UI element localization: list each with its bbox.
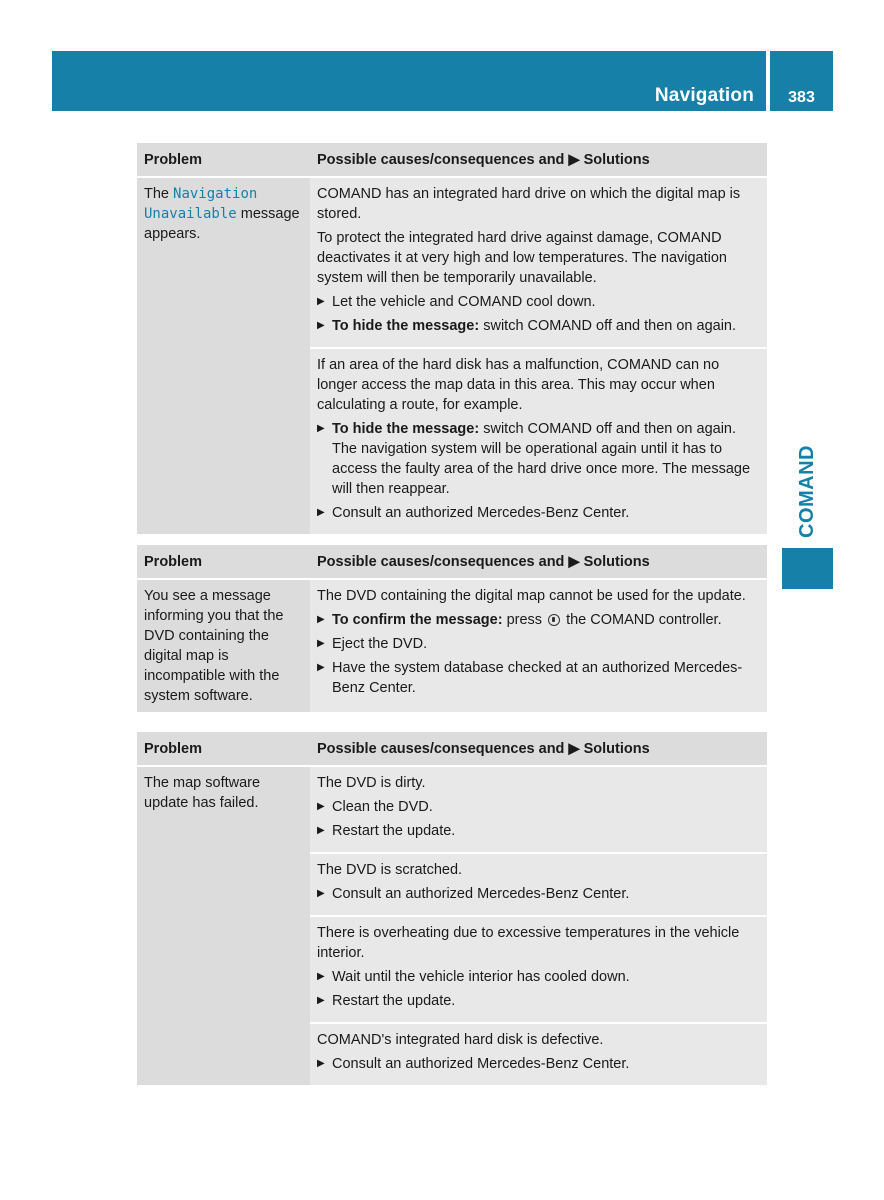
solution-step	[317, 821, 760, 841]
arrow-bullet-icon: ▶	[317, 995, 325, 1006]
solution-block	[310, 178, 767, 349]
problem-text: The	[144, 186, 174, 202]
solutions-cell	[310, 178, 767, 534]
solution-step	[317, 316, 760, 336]
cause-text: The DVD is scratched.	[317, 862, 463, 878]
column-header-problem: Problem	[144, 554, 203, 570]
arrow-bullet-icon: ▶	[317, 801, 325, 812]
side-tab-marker	[782, 548, 833, 589]
step-text: Wait until the vehicle interior has cooled down.	[332, 969, 630, 985]
table-header	[137, 545, 767, 580]
side-tab-label	[782, 436, 833, 546]
solution-step	[317, 634, 760, 654]
problem-cell	[137, 178, 310, 534]
column-header-solutions: Possible causes/consequences and ▶ Solutions	[317, 741, 650, 757]
column-header-problem: Problem	[144, 152, 203, 168]
table-header	[137, 732, 767, 767]
column-header-solutions: Possible causes/consequences and ▶ Solutions	[317, 554, 650, 570]
page-number: 383	[788, 89, 815, 106]
arrow-bullet-icon: ▶	[317, 825, 325, 836]
problem-cell: The map software update has failed.	[137, 767, 310, 1085]
step-text: Consult an authorized Mercedes-Benz Center.	[332, 1056, 630, 1072]
step-text: Consult an authorized Mercedes-Benz Center.	[332, 505, 630, 521]
solution-block	[310, 1024, 767, 1085]
section-title: Navigation	[654, 85, 754, 106]
solution-block	[310, 349, 767, 534]
step-text: Have the system database checked at an authorized Mercedes-Benz Center.	[332, 660, 743, 696]
problem-table-2	[137, 545, 767, 712]
solution-step	[317, 503, 760, 523]
step-text: Restart the update.	[332, 993, 456, 1009]
arrow-bullet-icon: ▶	[317, 662, 325, 673]
problem-text: message appears.	[144, 206, 300, 242]
solution-step	[317, 967, 760, 987]
solution-step	[317, 419, 760, 499]
arrow-bullet-icon: ▶	[317, 320, 325, 331]
solution-step	[317, 1054, 760, 1074]
solution-step	[317, 991, 760, 1011]
arrow-bullet-icon: ▶	[317, 507, 325, 518]
problem-table-3	[137, 732, 767, 1085]
step-text: Consult an authorized Mercedes-Benz Center.	[332, 886, 630, 902]
arrow-bullet-icon: ▶	[317, 1058, 325, 1069]
step-text: Clean the DVD.	[332, 799, 433, 815]
arrow-bullet-icon: ▶	[317, 971, 325, 982]
cause-text: COMAND has an integrated hard drive on which the digital map is stored.	[317, 186, 741, 222]
solution-step	[317, 292, 760, 312]
step-text: Eject the DVD.	[332, 636, 428, 652]
solution-block	[310, 854, 767, 917]
arrow-bullet-icon: ▶	[317, 638, 325, 649]
cause-text: If an area of the hard disk has a malfunction, COMAND can no longer access the map data in this area. This may occur when calculating a route, for example.	[317, 357, 720, 413]
step-text: the COMAND controller.	[562, 612, 722, 628]
solutions-cell	[310, 767, 767, 1085]
step-heading: To hide the message:	[332, 421, 480, 437]
solution-step	[317, 658, 760, 698]
step-text: switch COMAND off and then on again. The navigation system will be operational again until it has to access the faulty area of the hard drive once more. The message will then reappear.	[332, 421, 751, 497]
solutions-cell	[310, 580, 767, 712]
display-message: Navigation Unavailable	[144, 186, 258, 222]
solution-block	[310, 917, 767, 1024]
arrow-bullet-icon: ▶	[317, 296, 325, 307]
column-header-problem: Problem	[144, 741, 203, 757]
problem-table-1	[137, 143, 767, 534]
step-heading: To confirm the message:	[332, 612, 503, 628]
cause-text: COMAND's integrated hard disk is defective.	[317, 1032, 604, 1048]
table-header	[137, 143, 767, 178]
cause-text: To protect the integrated hard drive against damage, COMAND deactivates it at very high and low temperatures. The navigation system will then be temporarily unavailable.	[317, 230, 727, 286]
cause-text: The DVD containing the digital map cannot be used for the update.	[317, 588, 746, 604]
problem-cell: You see a message informing you that the DVD containing the digital map is incompatible with the system software.	[137, 580, 310, 712]
column-header-solutions: Possible causes/consequences and ▶ Solutions	[317, 152, 650, 168]
step-text: press	[502, 612, 547, 628]
solution-step	[317, 610, 760, 630]
arrow-bullet-icon: ▶	[317, 614, 325, 625]
step-text: Restart the update.	[332, 823, 456, 839]
cause-text: There is overheating due to excessive temperatures in the vehicle interior.	[317, 925, 740, 961]
solution-block	[310, 580, 767, 709]
side-tab-text: COMAND	[796, 444, 818, 538]
arrow-bullet-icon: ▶	[317, 888, 325, 899]
solution-step	[317, 884, 760, 904]
solution-step	[317, 797, 760, 817]
cause-text: The DVD is dirty.	[317, 775, 426, 791]
step-text: Let the vehicle and COMAND cool down.	[332, 294, 596, 310]
controller-press-icon	[548, 614, 560, 626]
step-heading: To hide the message:	[332, 318, 480, 334]
arrow-bullet-icon: ▶	[317, 423, 325, 434]
solution-block	[310, 767, 767, 854]
step-text: switch COMAND off and then on again.	[479, 318, 737, 334]
